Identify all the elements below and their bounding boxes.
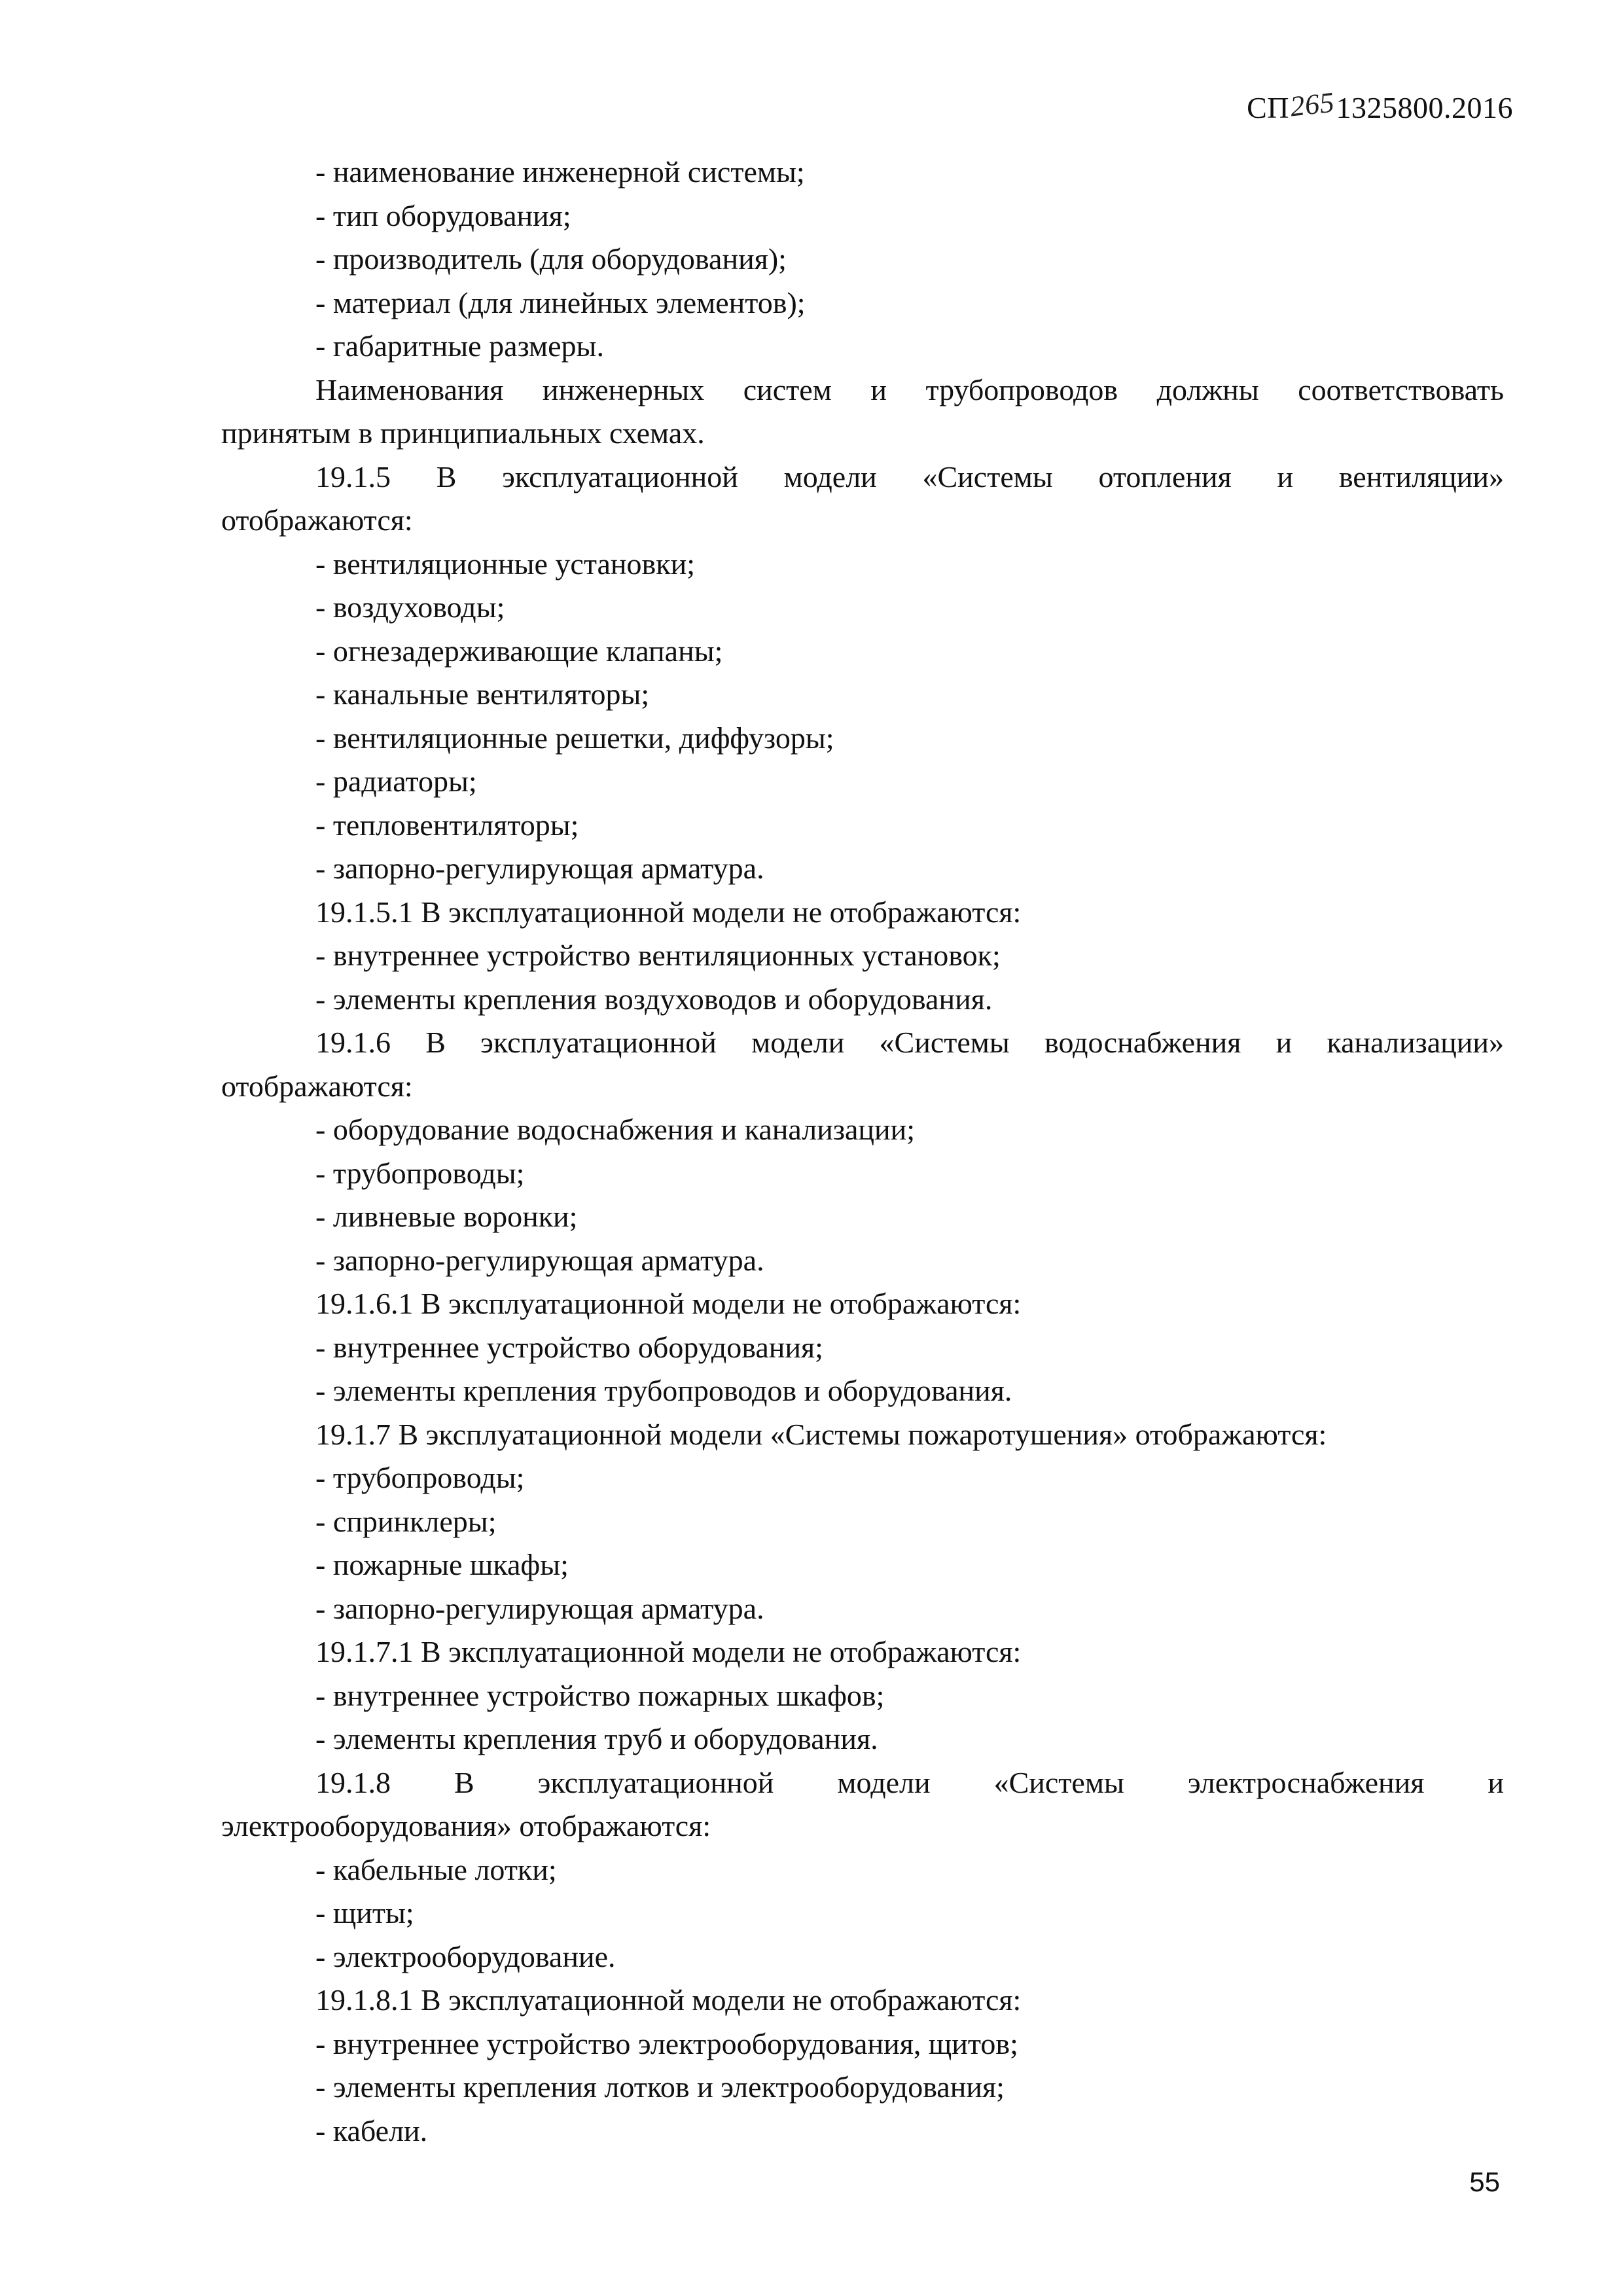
list-item: - габаритные размеры. bbox=[315, 329, 604, 363]
list-item: - воздуховоды; bbox=[315, 590, 505, 624]
clause-heading: 19.1.5.1 В эксплуатационной модели не отображаются: bbox=[315, 895, 1022, 929]
list-item: - производитель (для оборудования); bbox=[315, 242, 787, 276]
list-item: - запорно-регулирующая арматура. bbox=[315, 1591, 764, 1625]
paragraph-first-line: Наименования инженерных систем и трубопроводов должны соответствовать bbox=[315, 372, 1504, 406]
paragraph-continuation-line: отображаются: bbox=[221, 1069, 413, 1103]
document-code-handwritten-number: 265 bbox=[1288, 86, 1336, 123]
list-item: - внутреннее устройство электрооборудования, щитов; bbox=[315, 2026, 1018, 2060]
list-item: - оборудование водоснабжения и канализации; bbox=[315, 1113, 916, 1146]
document-code bbox=[1247, 86, 1513, 125]
document-body bbox=[221, 151, 1504, 2153]
list-item: - кабели. bbox=[315, 2113, 428, 2147]
list-item: - тип оборудования; bbox=[315, 198, 571, 232]
list-item: - кабельные лотки; bbox=[315, 1852, 557, 1886]
list-item: - запорно-регулирующая арматура. bbox=[315, 1243, 764, 1277]
list-item: - элементы крепления лотков и электрооборудования; bbox=[315, 2070, 1005, 2104]
clause-heading: 19.1.7 В эксплуатационной модели «Системы пожаротушения» отображаются: bbox=[315, 1417, 1327, 1451]
list-item: - внутреннее устройство пожарных шкафов; bbox=[315, 1678, 885, 1712]
paragraph-continuation-line: отображаются: bbox=[221, 503, 413, 537]
list-item: - вентиляционные решетки, диффузоры; bbox=[315, 721, 834, 755]
list-item: - вентиляционные установки; bbox=[315, 547, 696, 581]
paragraph-continuation-line: электрооборудования» отображаются: bbox=[221, 1809, 711, 1842]
paragraph-first-line: 19.1.6 В эксплуатационной модели «Системы водоснабжения и канализации» bbox=[315, 1026, 1504, 1059]
list-item: - элементы крепления воздуховодов и оборудования. bbox=[315, 982, 993, 1016]
list-item: - элементы крепления трубопроводов и оборудования. bbox=[315, 1374, 1012, 1407]
list-item: - огнезадерживающие клапаны; bbox=[315, 634, 723, 668]
list-item: - трубопроводы; bbox=[315, 1156, 525, 1190]
list-item: - запорно-регулирующая арматура. bbox=[315, 852, 764, 885]
list-item: - электрооборудование. bbox=[315, 1939, 616, 1973]
page-number: 55 bbox=[1469, 2166, 1500, 2197]
list-item: - ливневые воронки; bbox=[315, 1200, 578, 1233]
paragraph-first-line: 19.1.8 В эксплуатационной модели «Системы электроснабжения и bbox=[315, 1765, 1504, 1799]
list-item: - трубопроводы; bbox=[315, 1461, 525, 1494]
list-item: - тепловентиляторы; bbox=[315, 808, 579, 842]
list-item: - внутреннее устройство вентиляционных установок; bbox=[315, 939, 1001, 972]
list-item: - щиты; bbox=[315, 1896, 414, 1929]
list-item: - пожарные шкафы; bbox=[315, 1548, 569, 1581]
list-item: - внутреннее устройство оборудования; bbox=[315, 1330, 823, 1364]
clause-heading: 19.1.6.1 В эксплуатационной модели не отображаются: bbox=[315, 1287, 1022, 1320]
list-item: - материал (для линейных элементов); bbox=[315, 285, 806, 319]
document-code-suffix: 1325800.2016 bbox=[1336, 91, 1513, 124]
list-item: - радиаторы; bbox=[315, 764, 477, 798]
list-item: - наименование инженерной системы; bbox=[315, 155, 805, 188]
list-item: - спринклеры; bbox=[315, 1504, 497, 1538]
clause-heading: 19.1.8.1 В эксплуатационной модели не отображаются: bbox=[315, 1983, 1022, 2017]
list-item: - элементы крепления труб и оборудования. bbox=[315, 1722, 878, 1755]
paragraph-first-line: 19.1.5 В эксплуатационной модели «Системы отопления и вентиляции» bbox=[315, 459, 1504, 493]
document-code-prefix: СП bbox=[1247, 91, 1289, 124]
clause-heading: 19.1.7.1 В эксплуатационной модели не отображаются: bbox=[315, 1635, 1022, 1668]
list-item: - канальные вентиляторы; bbox=[315, 677, 650, 711]
paragraph-continuation-line: принятым в принципиальных схемах. bbox=[221, 416, 705, 450]
